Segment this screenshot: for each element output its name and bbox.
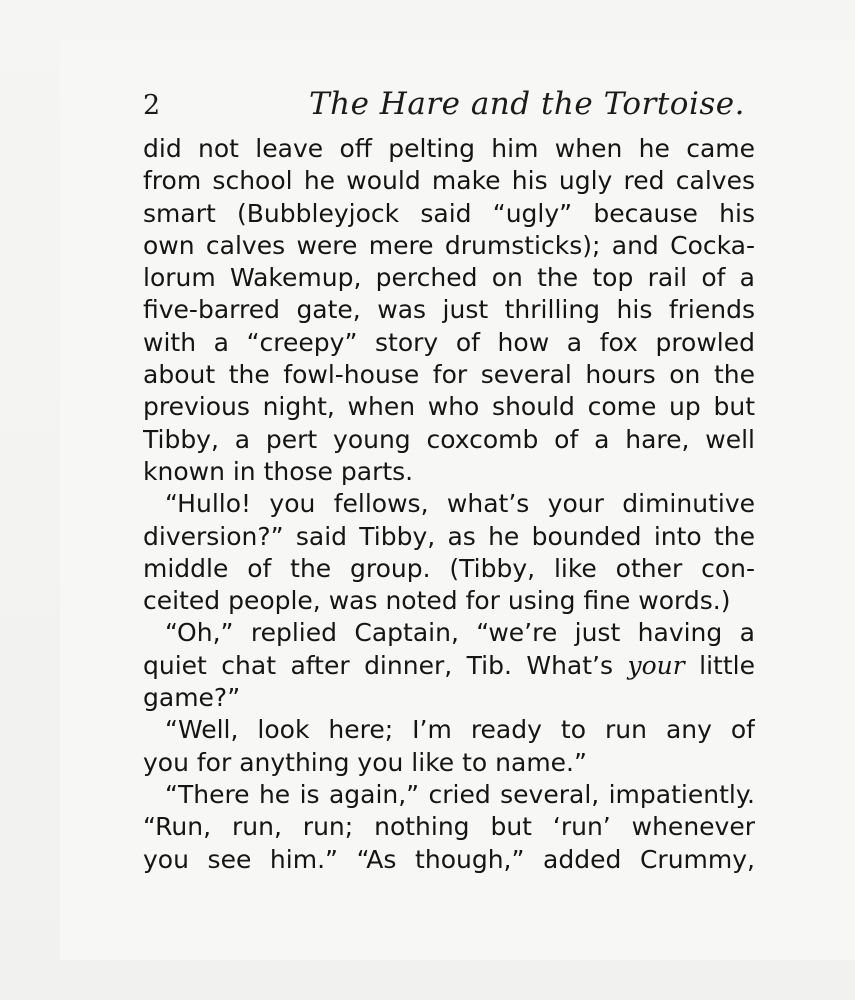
page-header bbox=[143, 86, 755, 126]
text-line: you for anything you like to name.” bbox=[143, 747, 587, 777]
text-line bbox=[143, 650, 755, 682]
text-line: previous night, when who should come up but bbox=[143, 392, 755, 422]
text-line: “Oh,” replied Captain, “we’re just having a bbox=[165, 618, 755, 648]
text-segment: little bbox=[684, 650, 755, 680]
text-line: smart (Bubbleyjock said “ugly” because his bbox=[143, 198, 755, 228]
text-line: middle of the group. (Tibby, like other con- bbox=[143, 553, 755, 583]
text-line: did not leave off pelting him when he came bbox=[143, 134, 755, 163]
text-line: you see him.” “As though,” added Crummy, bbox=[143, 844, 755, 874]
running-title: The Hare and the Tortoise. bbox=[308, 86, 745, 122]
text-line: game?” bbox=[143, 683, 241, 713]
text-line: own calves were mere drumsticks); and Cocka- bbox=[143, 230, 755, 260]
page-number: 2 bbox=[143, 90, 161, 121]
text-line: known in those parts. bbox=[143, 456, 414, 486]
text-line: “There he is again,” cried several, impatiently. bbox=[165, 779, 755, 809]
text-line: five-barred gate, was just thrilling his friends bbox=[143, 295, 755, 325]
text-line: about the fowl-house for several hours on the bbox=[143, 360, 755, 390]
text-segment: quiet chat after dinner, Tib. What’s bbox=[143, 650, 628, 680]
text-line: “Hullo! you fellows, what’s your diminutive bbox=[165, 489, 755, 519]
body-text bbox=[143, 133, 755, 876]
text-line: Tibby, a pert young coxcomb of a hare, well bbox=[143, 424, 755, 454]
text-line: diversion?” said Tibby, as he bounded into the bbox=[143, 521, 755, 551]
text-line: with a “creepy” story of how a fox prowled bbox=[143, 327, 755, 357]
text-line: “Well, look here; I’m ready to run any of bbox=[165, 715, 755, 745]
text-line: ceited people, was noted for using fine words.) bbox=[143, 586, 731, 616]
text-line: from school he would make his ugly red calves bbox=[143, 166, 755, 196]
text-line: lorum Wakemup, perched on the top rail of a bbox=[143, 263, 755, 293]
italic-word: your bbox=[627, 650, 685, 680]
text-line: “Run, run, run; nothing but ‘run’ whenever bbox=[143, 812, 755, 842]
